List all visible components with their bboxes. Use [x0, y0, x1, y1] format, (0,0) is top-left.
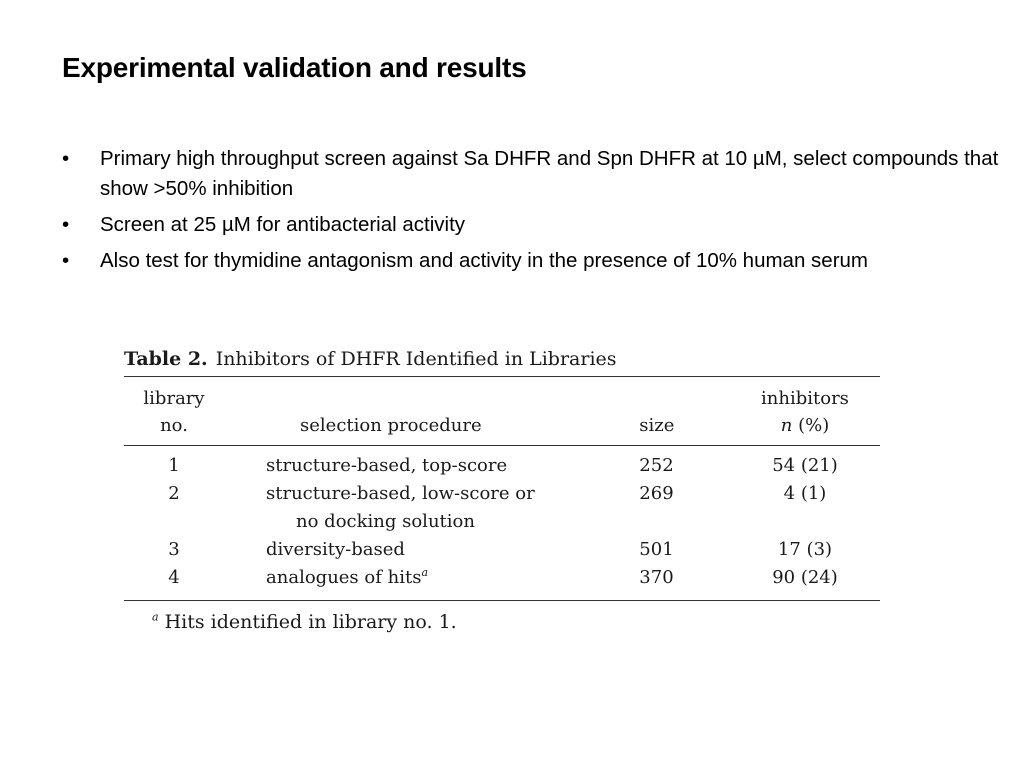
cell-library-no: 3	[168, 539, 180, 560]
cell-library-no: 2	[168, 483, 180, 504]
cell-library-no: 4	[124, 564, 224, 601]
header-inhibitors-line1: inhibitors	[761, 388, 849, 409]
table-row	[124, 446, 880, 481]
cell-procedure	[224, 480, 625, 536]
cell-procedure-line1: structure-based, low-score or	[266, 483, 535, 504]
cell-size: 269	[639, 483, 674, 504]
bullet-dot: •	[62, 213, 70, 236]
bullet-text: Screen at 25 µM for antibacterial activity	[100, 213, 466, 236]
header-inhibitors	[730, 377, 880, 446]
header-inhibitors-pct: (%)	[792, 415, 830, 436]
cell-procedure	[224, 564, 625, 601]
cell-procedure: diversity-based	[266, 539, 405, 560]
header-library-line1: library	[143, 388, 205, 409]
bullet-item	[62, 144, 1002, 204]
cell-procedure: structure-based, top-score	[266, 455, 508, 476]
bullet-dot: •	[62, 147, 70, 170]
library-table	[124, 376, 880, 601]
bullet-item	[62, 210, 1002, 240]
header-inhibitors-n: n	[780, 415, 793, 436]
cell-inhibitors: 90 (24)	[730, 564, 880, 601]
header-size: size	[625, 377, 730, 446]
header-selection-procedure: selection procedure	[224, 377, 625, 446]
table-footnote	[124, 611, 880, 633]
cell-procedure-text: analogues of hits	[266, 567, 422, 588]
table-row	[124, 564, 880, 601]
cell-procedure-line2: no docking solution	[296, 511, 475, 532]
table-row	[124, 480, 880, 536]
cell-size: 370	[625, 564, 730, 601]
header-library-no	[124, 377, 224, 446]
footnote-mark: a	[152, 610, 159, 624]
cell-inhibitors: 54 (21)	[772, 455, 838, 476]
cell-inhibitors: 17 (3)	[777, 539, 833, 560]
bullet-item	[62, 246, 1002, 276]
bullet-dot: •	[62, 249, 70, 272]
bullet-text: Primary high throughput screen against Sa DHFR and Spn DHFR at 10 µM, select compounds that show >50% inhibition	[100, 147, 999, 200]
footnote-text: Hits identified in library no. 1.	[158, 611, 457, 633]
bullet-text: Also test for thymidine antagonism and activity in the presence of 10% human serum	[100, 249, 869, 272]
bullet-list	[62, 144, 1002, 282]
table-caption-text: Inhibitors of DHFR Identified in Libraries	[215, 348, 617, 370]
footnote-marker: a	[421, 566, 428, 579]
table-header-row	[124, 377, 880, 446]
cell-inhibitors: 4 (1)	[783, 483, 827, 504]
table-caption	[124, 348, 880, 370]
table-label: Table 2.	[124, 348, 208, 370]
table-row	[124, 536, 880, 564]
cell-size: 252	[639, 455, 674, 476]
header-library-line2: no.	[160, 415, 188, 436]
table-figure	[124, 348, 880, 633]
cell-library-no: 1	[168, 455, 180, 476]
slide-title: Experimental validation and results	[62, 52, 527, 83]
cell-size: 501	[639, 539, 674, 560]
